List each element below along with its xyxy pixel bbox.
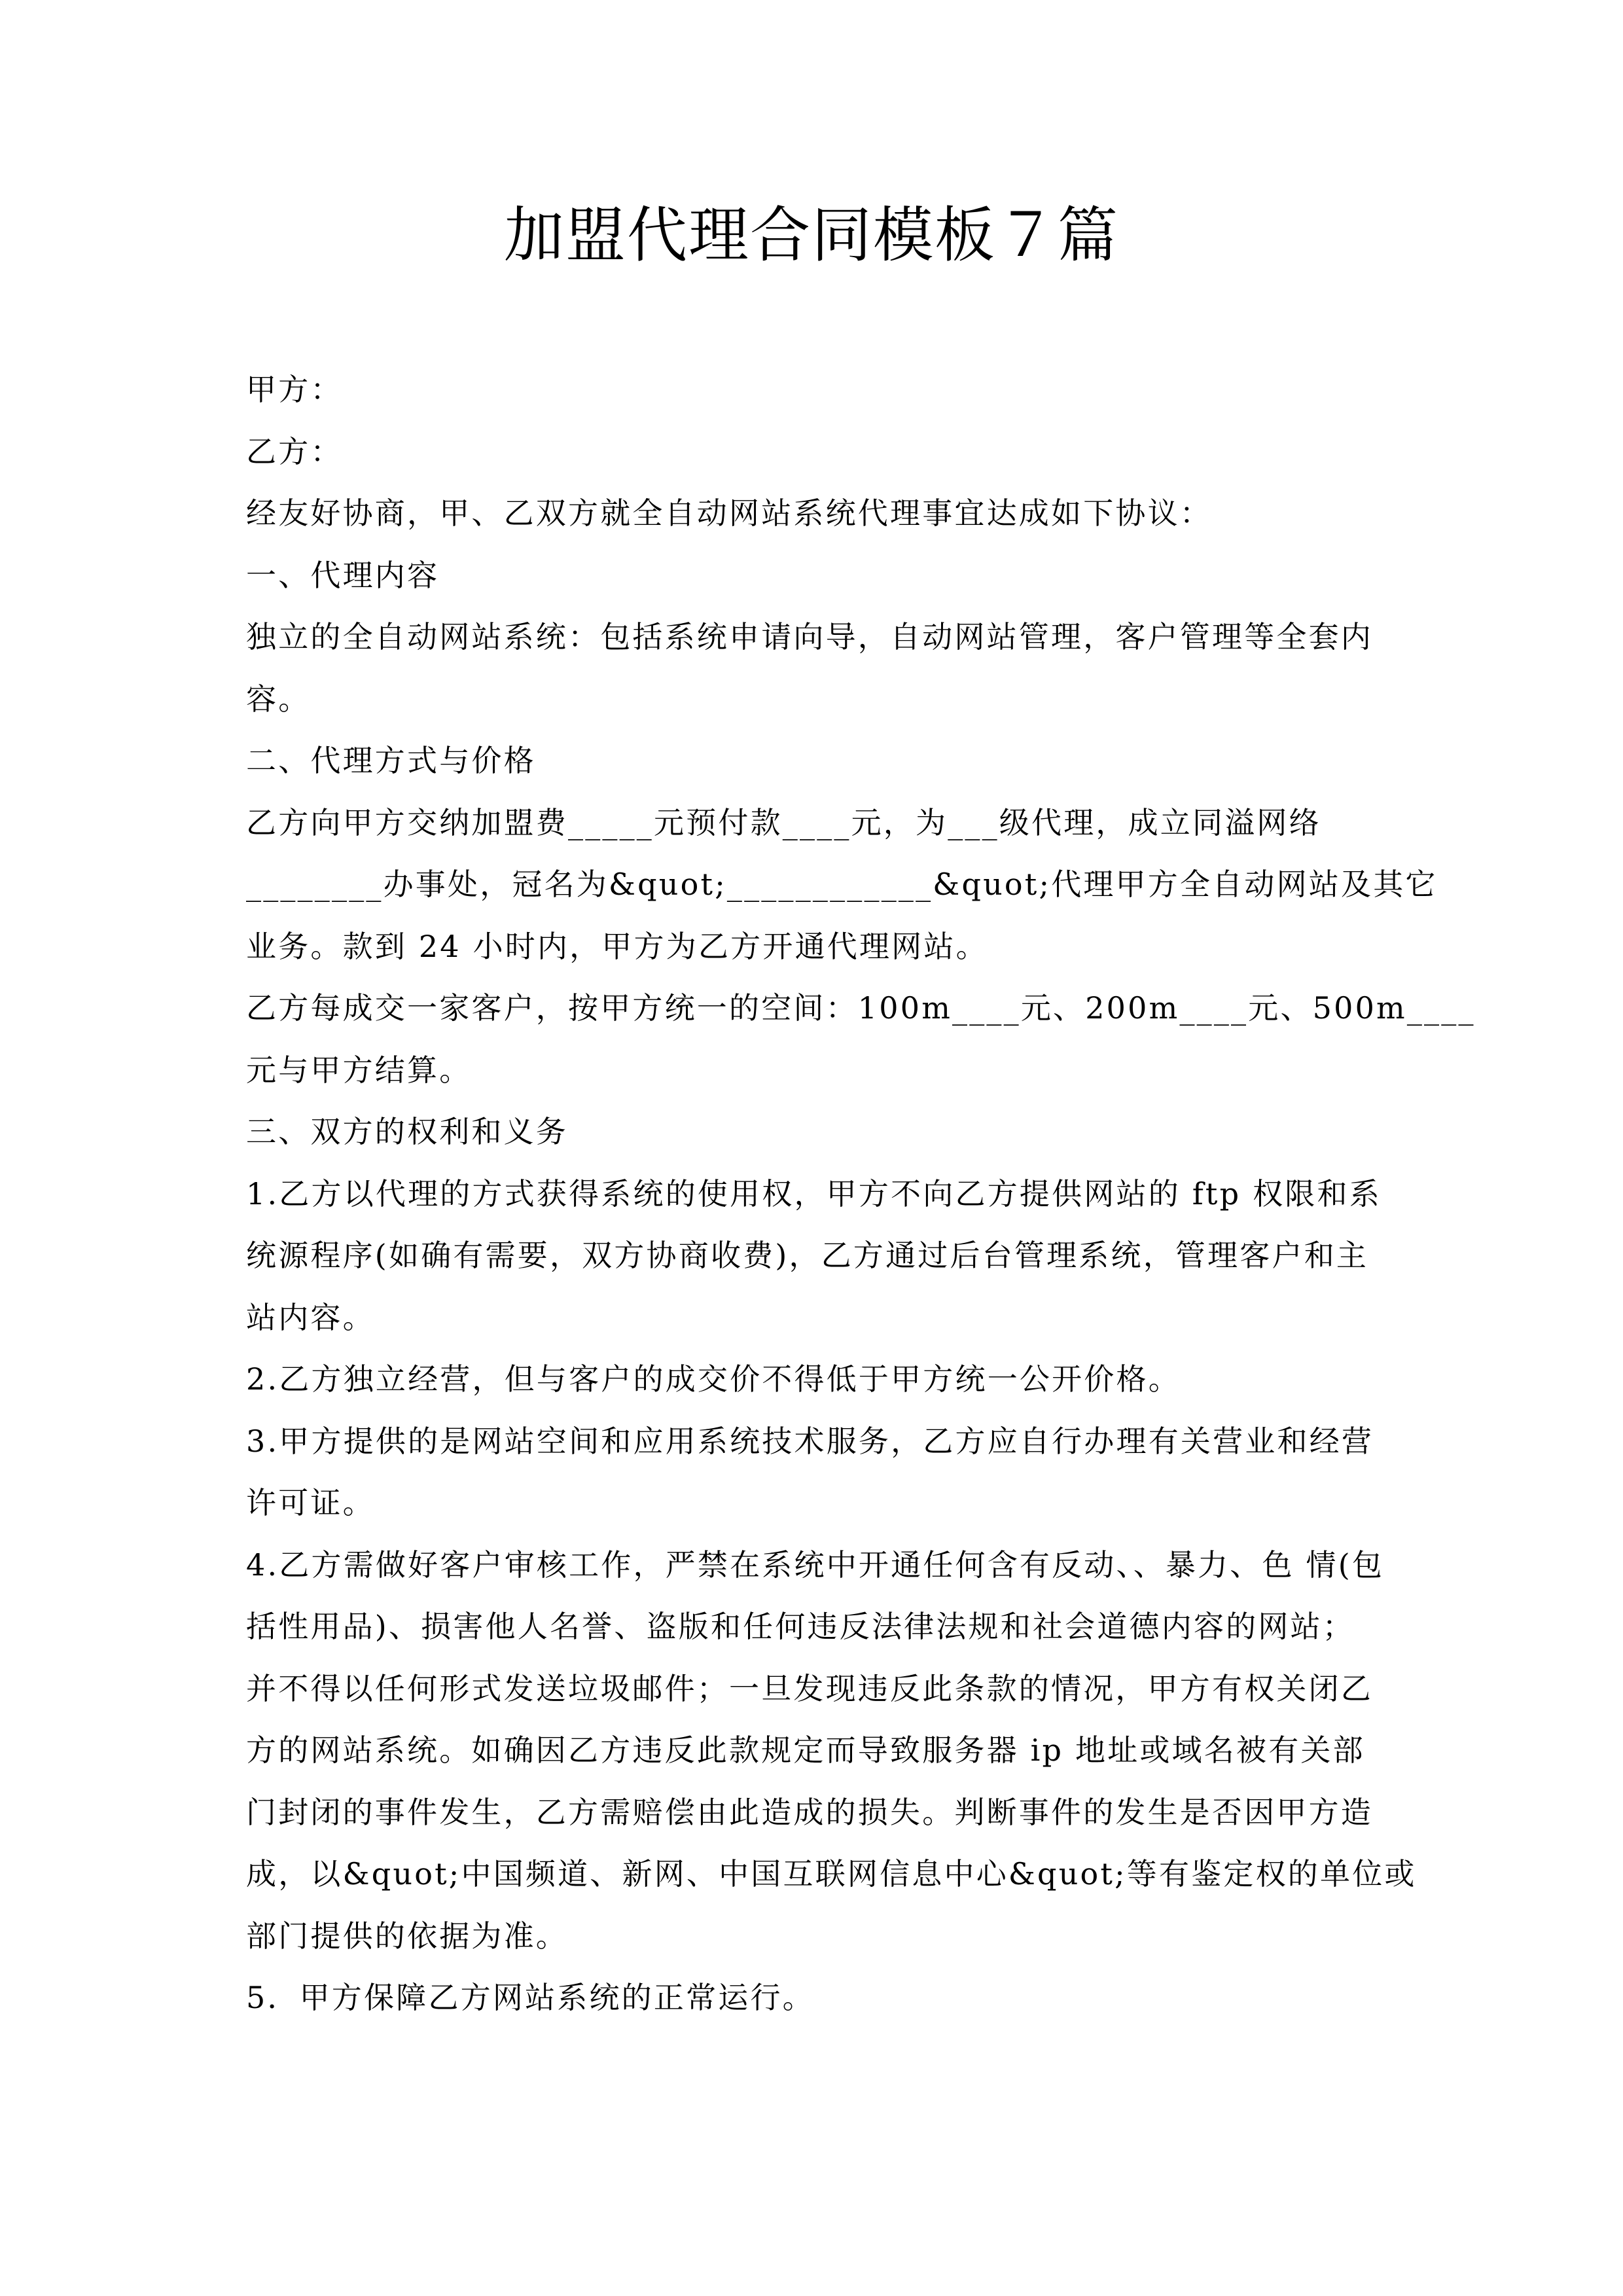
clause-2-line: 2.乙方独立经营，但与客户的成交价不得低于甲方统一公开价格。 xyxy=(246,1361,1181,1397)
section-1-heading: 一、代理内容 xyxy=(246,557,440,593)
section-2-pricing-line: 乙方每成交一家客户，按甲方统一的空间：100m____元、200m____元、500m____ xyxy=(246,990,1476,1026)
clause-3-line: 3.甲方提供的是网站空间和应用系统技术服务，乙方应自行办理有关营业和经营 xyxy=(246,1423,1374,1459)
section-2-paragraph-line: 乙方向甲方交纳加盟费_____元预付款____元，为___级代理，成立同溢网络 xyxy=(246,804,1321,840)
party-b-line: 乙方： xyxy=(246,433,343,469)
section-1-paragraph-line: 容。 xyxy=(246,681,311,717)
clause-4-line: 门封闭的事件发生，乙方需赔偿由此造成的损失。判断事件的发生是否因甲方造 xyxy=(246,1794,1373,1830)
clause-4-line: 并不得以任何形式发送垃圾邮件；一旦发现违反此条款的情况，甲方有权关闭乙 xyxy=(246,1670,1373,1706)
clause-1-line: 站内容。 xyxy=(246,1299,375,1335)
clause-4-line: 方的网站系统。如确因乙方违反此款规定而导致服务器 ip 地址或域名被有关部 xyxy=(246,1732,1365,1768)
clause-4-line: 4.乙方需做好客户审核工作，严禁在系统中开通任何含有反动、、暴力、色 情(包 xyxy=(246,1547,1385,1583)
clause-5-line: 5．甲方保障乙方网站系统的正常运行。 xyxy=(246,1980,815,2015)
clause-3-line: 许可证。 xyxy=(246,1485,375,1520)
clause-4-line: 部门提供的依据为准。 xyxy=(246,1918,568,1954)
section-1-paragraph-line: 独立的全自动网站系统：包括系统申请向导，自动网站管理，客户管理等全套内 xyxy=(246,619,1373,655)
section-2-pricing-line: 元与甲方结算。 xyxy=(246,1052,472,1088)
clause-4-line: 括性用品)、损害他人名誉、盗版和任何违反法律法规和社会道德内容的网站； xyxy=(246,1609,1355,1644)
section-2-heading: 二、代理方式与价格 xyxy=(246,743,536,778)
section-3-heading: 三、双方的权利和义务 xyxy=(246,1114,568,1149)
clause-1-line: 统源程序(如确有需要，双方协商收费)，乙方通过后台管理系统，管理客户和主 xyxy=(246,1238,1369,1273)
party-a-line: 甲方： xyxy=(246,372,343,407)
section-2-paragraph-line: 业务。款到 24 小时内，甲方为乙方开通代理网站。 xyxy=(246,928,988,964)
clause-4-line: 成，以&quot;中国频道、新网、中国互联网信息中心&quot;等有鉴定权的单位或 xyxy=(246,1856,1417,1892)
document-title: 加盟代理合同模板７篇 xyxy=(503,200,1119,270)
section-2-paragraph-line: ________办事处，冠名为&quot;____________&quot;代理甲方全自动网站及其它 xyxy=(246,867,1438,902)
document-body xyxy=(246,359,1476,2029)
preamble-paragraph: 经友好协商，甲、乙双方就全自动网站系统代理事宜达成如下协议： xyxy=(246,495,1212,531)
clause-1-line: 1.乙方以代理的方式获得系统的使用权，甲方不向乙方提供网站的 ftp 权限和系 xyxy=(246,1175,1382,1211)
